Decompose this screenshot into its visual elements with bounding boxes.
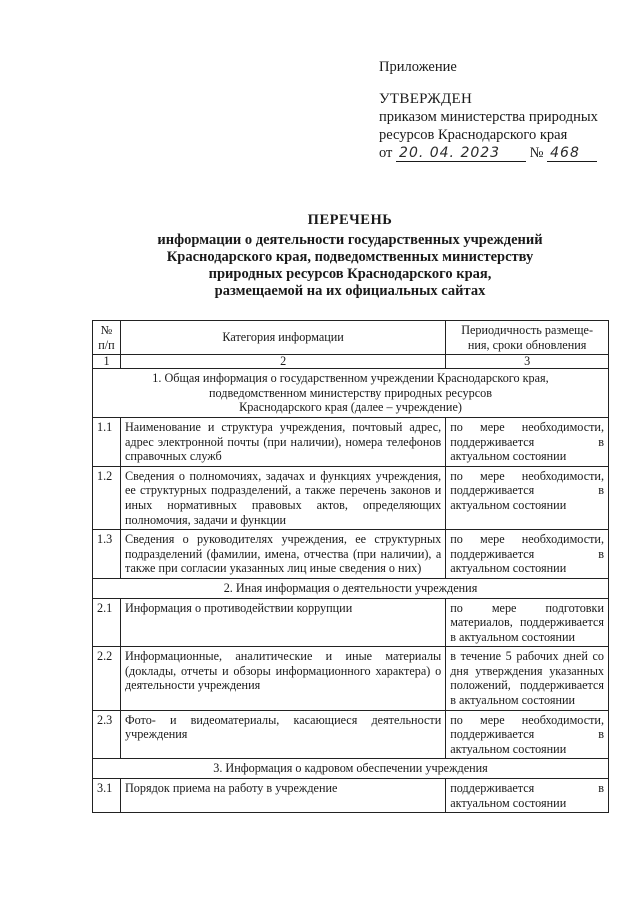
document-heading	[100, 212, 600, 300]
order-line-1: приказом министерства природных	[379, 109, 598, 125]
row-period: по мере необходимости, поддерживается в актуальном состоянии	[446, 710, 609, 759]
order-line-2: ресурсов Краснодарского края	[379, 127, 568, 143]
table-index-row	[93, 355, 609, 369]
row-period: по мере необходимости, поддерживается в актуальном состоянии	[446, 530, 609, 579]
section-2-heading: 2. Иная информация о деятельности учреждения	[93, 578, 609, 598]
heading-line-2: Краснодарского края, подведомственных министерству	[166, 249, 534, 265]
row-period: по мере подготовки материалов, поддерживается в актуальном состоянии	[446, 598, 609, 647]
row-period: в течение 5 рабочих дней со дня утверждения указанных положений, поддерживается в актуальном состоянии	[446, 647, 609, 710]
row-category: Информационные, аналитические и иные материалы (доклады, отчеты и обзоры информационного характера) о деятельности учреждения	[120, 647, 445, 710]
row-period: по мере необходимости, поддерживается в актуальном состоянии	[446, 466, 609, 529]
row-period: поддерживается в актуальном состоянии	[446, 779, 609, 813]
approval-block	[379, 58, 629, 162]
row-category: Информация о противодействии коррупции	[120, 598, 445, 647]
row-category: Наименование и структура учреждения, почтовый адрес, адрес электронной почты (при наличии), номера телефонов справочных служб	[120, 417, 445, 466]
row-number: 1.1	[93, 417, 121, 466]
index-cell-2: 2	[120, 355, 445, 369]
information-table	[92, 320, 609, 813]
row-category: Фото- и видеоматериалы, касающиеся деятельности учреждения	[120, 710, 445, 759]
table-row	[93, 369, 609, 418]
row-number: 1.3	[93, 530, 121, 579]
table-header-row	[93, 321, 609, 355]
table-row	[93, 647, 609, 710]
row-number: 2.1	[93, 598, 121, 647]
appendix-label: Приложение	[379, 59, 457, 75]
handwritten-date: 20. 04. 2023	[396, 146, 526, 162]
header-period: Периодичность размеще- ния, сроки обновления	[446, 321, 609, 355]
number-label: №	[529, 145, 544, 161]
row-category: Сведения о полномочиях, задачах и функциях учреждения, ее структурных подразделений, а также перечень законов и иных нормативных правовых актов, определяющих полномочия, задачи и функции	[120, 466, 445, 529]
header-category: Категория информации	[120, 321, 445, 355]
row-category: Сведения о руководителях учреждения, ее структурных подразделений (фамилии, имена, отчества (при наличии), а также при согласии указанных лиц иные сведения о них)	[120, 530, 445, 579]
section-3-heading: 3. Информация о кадровом обеспечении учреждения	[93, 759, 609, 779]
row-number: 3.1	[93, 779, 121, 813]
table-row	[93, 578, 609, 598]
table-row	[93, 759, 609, 779]
heading-line-1: информации о деятельности государственных учреждений	[157, 232, 543, 248]
table-row	[93, 598, 609, 647]
section-1-heading: 1. Общая информация о государственном учреждении Краснодарского края, подведомственном министерству природных ресурсов Краснодарского края (далее – учреждение)	[93, 369, 609, 418]
heading-line-4: размещаемой на их официальных сайтах	[214, 283, 486, 299]
heading-title: ПЕРЕЧЕНЬ	[307, 212, 393, 228]
table-row	[93, 417, 609, 466]
from-label: от	[379, 145, 393, 161]
row-number: 1.2	[93, 466, 121, 529]
header-num: № п/п	[93, 321, 121, 355]
heading-line-3: природных ресурсов Краснодарского края,	[208, 266, 492, 282]
table-row	[93, 530, 609, 579]
row-category: Порядок приема на работу в учреждение	[120, 779, 445, 813]
approved-label: УТВЕРЖДЕН	[379, 91, 473, 107]
table-row	[93, 779, 609, 813]
row-number: 2.3	[93, 710, 121, 759]
index-cell-1: 1	[93, 355, 121, 369]
row-number: 2.2	[93, 647, 121, 710]
row-period: по мере необходимости, поддерживается в актуальном состоянии	[446, 417, 609, 466]
index-cell-3: 3	[446, 355, 609, 369]
table-row	[93, 710, 609, 759]
handwritten-number: 468	[547, 146, 597, 162]
order-date-line	[379, 144, 629, 162]
table-row	[93, 466, 609, 529]
